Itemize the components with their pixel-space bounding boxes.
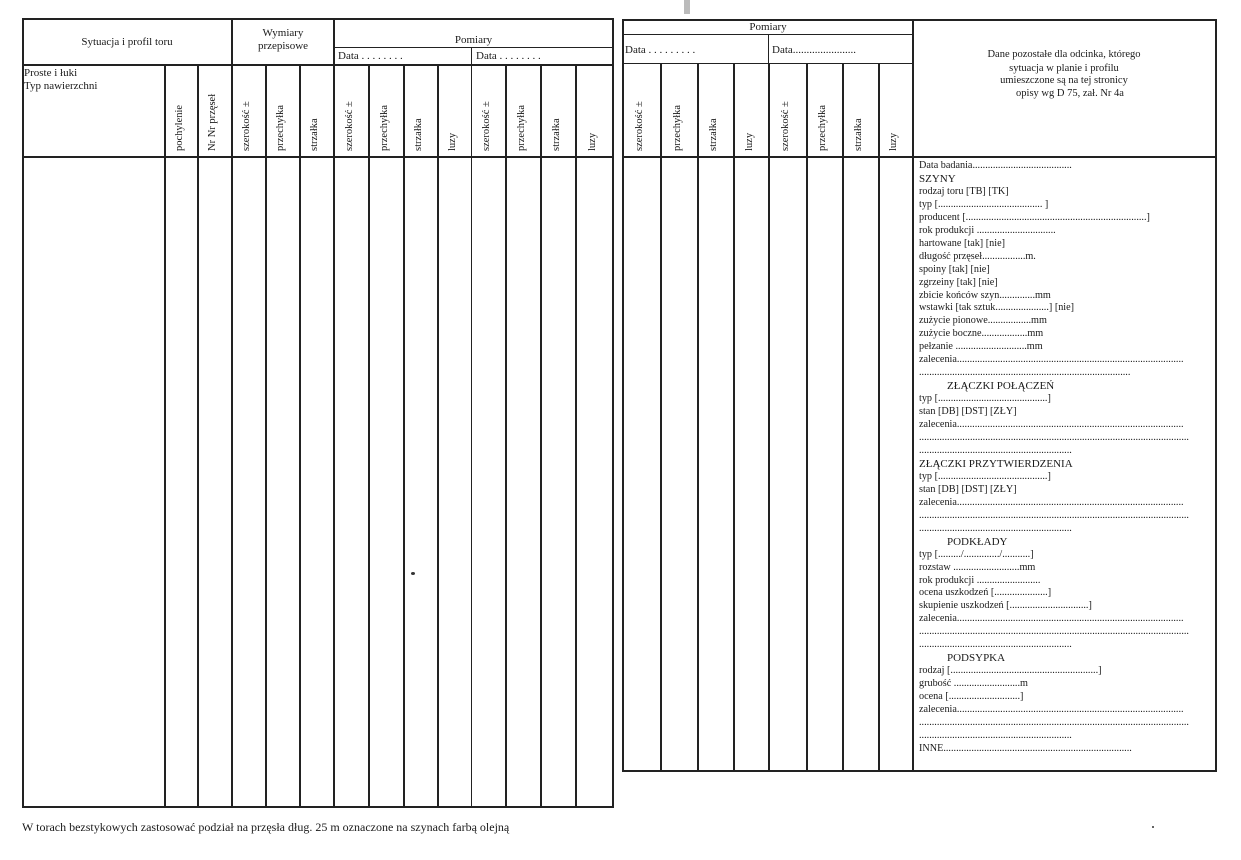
date-field-2[interactable]: Data . . . . . . . .: [476, 50, 541, 62]
column-divider: [265, 64, 267, 808]
info-line-4: opisy wg D 75, zał. Nr 4a: [1016, 88, 1124, 99]
form-field-line[interactable]: skupienie uszkodzeń [...............................]: [919, 600, 1092, 612]
form-field-line[interactable]: zgrzeiny [tak] [nie]: [919, 276, 998, 288]
table-border: [22, 18, 24, 808]
scan-artifact: [684, 0, 690, 14]
column-divider: [164, 64, 166, 808]
header-dims-line2: przepisowe: [257, 40, 309, 52]
column-divider: [912, 19, 914, 772]
form-field-line[interactable]: ...................................................................................: [919, 367, 1131, 379]
section-heading: SZYNY: [919, 172, 956, 185]
form-field-line[interactable]: zużycie boczne..................mm: [919, 328, 1044, 340]
header-measurements: Pomiary: [749, 21, 787, 33]
form-field-line[interactable]: rok produkcji ...............................: [919, 224, 1056, 236]
column-header: przechyłka: [378, 104, 390, 151]
scan-speck: [411, 572, 415, 575]
form-field-line[interactable]: zbicie końców szyn..............mm: [919, 289, 1051, 301]
form-field-line[interactable]: zalecenia.........................................................................................: [919, 704, 1184, 716]
form-field-line[interactable]: ..........................................................................................................: [919, 716, 1189, 728]
column-divider: [878, 63, 880, 772]
straights-label: Proste i łuki: [24, 67, 78, 79]
form-field-line[interactable]: ............................................................: [919, 444, 1072, 456]
column-header: przechyłka: [671, 104, 683, 151]
form-field-line[interactable]: stan [DB] [DST] [ZŁY]: [919, 483, 1017, 495]
info-line-1: Dane pozostałe dla odcinka, którego: [987, 49, 1141, 60]
column-divider: [505, 64, 507, 808]
column-header: szerokość ±: [634, 101, 645, 151]
date-field-2[interactable]: Data.......................: [772, 44, 857, 56]
form-field-line[interactable]: Data badania.......................................: [919, 160, 1072, 171]
column-divider: [697, 63, 699, 772]
column-header: pochylenie: [173, 104, 185, 151]
column-header: szerokość ±: [780, 101, 791, 151]
table-border: [612, 18, 614, 808]
form-field-line[interactable]: hartowane [tak] [nie]: [919, 237, 1005, 249]
column-header: przechyłka: [275, 104, 286, 151]
column-header: luzy: [743, 132, 755, 151]
form-field-line[interactable]: zalecenia.........................................................................................: [919, 613, 1184, 625]
column-header: szerokość ±: [241, 101, 252, 151]
form-field-line[interactable]: grubość ..........................m: [919, 678, 1028, 690]
column-divider: [333, 18, 335, 808]
date-field-1[interactable]: Data . . . . . . . .: [338, 50, 403, 62]
column-divider: [299, 64, 301, 808]
form-field-line[interactable]: ............................................................: [919, 639, 1072, 651]
column-divider: [733, 63, 735, 772]
table-border: [1215, 19, 1217, 772]
header-divider: [622, 156, 1217, 158]
table-border: [622, 19, 624, 772]
form-field-line[interactable]: zalecenia.........................................................................................: [919, 496, 1184, 508]
form-field-line[interactable]: zalecenia.........................................................................................: [919, 354, 1184, 366]
details-form: [919, 160, 1214, 756]
surface-type-label: Typ nawierzchni: [24, 80, 98, 92]
form-field-line[interactable]: typ [........./............../...........]: [919, 548, 1034, 560]
form-field-line[interactable]: rozstaw ..........................mm: [919, 561, 1036, 573]
header-situation: Sytuacja i profil toru: [81, 36, 173, 48]
column-divider: [197, 64, 199, 808]
column-divider: [768, 63, 770, 772]
column-header: strzałka: [550, 118, 562, 151]
column-header: szerokość ±: [343, 101, 355, 151]
scan-speck: [1152, 826, 1154, 828]
column-divider: [403, 64, 405, 808]
form-field-line[interactable]: ocena uszkodzeń [.....................]: [919, 587, 1052, 599]
info-line-3: umieszczone są na tej stronicy: [1000, 75, 1128, 86]
form-field-line[interactable]: ............................................................: [919, 729, 1072, 741]
form-field-line[interactable]: zużycie pionowe.................mm: [919, 315, 1047, 327]
column-header: przechyłka: [515, 104, 527, 151]
column-divider: [471, 47, 472, 808]
table-border: [622, 770, 1217, 772]
section-heading: ZŁĄCZKI PRZYTWIERDZENIA: [919, 457, 1073, 470]
form-field-line[interactable]: spoiny [tak] [nie]: [919, 263, 990, 275]
form-field-line[interactable]: pełzanie ............................mm: [919, 341, 1043, 353]
section-heading: PODSYPKA: [947, 652, 1006, 665]
header-measurements: Pomiary: [454, 34, 493, 46]
column-divider: [660, 63, 662, 772]
table-border: [22, 806, 614, 808]
column-header: strzałka: [708, 118, 719, 151]
column-divider: [842, 63, 844, 772]
form-field-line[interactable]: ............................................................: [919, 522, 1072, 534]
date-field-1[interactable]: Data . . . . . . . . .: [625, 44, 696, 56]
column-divider: [368, 64, 370, 808]
column-header: szerokość ±: [481, 101, 492, 151]
column-header: luzy: [888, 132, 899, 151]
column-divider: [437, 64, 439, 808]
column-divider: [806, 63, 808, 772]
form-field-line[interactable]: rodzaj toru [TB] [TK]: [919, 185, 1009, 197]
column-header: luzy: [447, 132, 458, 151]
column-divider: [231, 18, 233, 808]
form-field-line[interactable]: typ [...........................................]: [919, 393, 1051, 405]
section-heading: PODKŁADY: [947, 535, 1008, 548]
form-field-line[interactable]: rok produkcji .........................: [919, 574, 1041, 586]
column-divider: [575, 64, 577, 808]
form-field-line[interactable]: wstawki [tak sztuk.....................] [nie]: [919, 302, 1075, 314]
header-dims-line1: Wymiary: [262, 27, 304, 39]
form-field-line[interactable]: ..........................................................................................................: [919, 432, 1189, 444]
form-field-line[interactable]: producent [.......................................................................]: [919, 211, 1150, 223]
column-divider: [540, 64, 542, 808]
form-field-line[interactable]: długość przęseł.................m.: [919, 250, 1036, 262]
info-line-2: sytuacja w planie i profilu: [1009, 63, 1119, 74]
table-border: [22, 18, 614, 20]
form-field-line[interactable]: ..........................................................................................................: [919, 509, 1189, 521]
form-field-line[interactable]: typ [......................................... ]: [919, 198, 1049, 210]
form-field-line[interactable]: typ [...........................................]: [919, 470, 1051, 482]
header-divider: [22, 64, 614, 66]
column-divider: [768, 34, 769, 64]
form-field-line[interactable]: zalecenia.........................................................................................: [919, 419, 1184, 431]
header-divider: [334, 47, 614, 48]
footer-note: W torach bezstykowych zastosować podział na przęsła dług. 25 m oznaczone na szynach farbą olejną: [22, 820, 510, 834]
column-header: strzałka: [413, 118, 424, 151]
column-header: Nr Nr przęseł: [207, 93, 218, 151]
header-divider: [22, 156, 614, 158]
section-heading: ZŁĄCZKI POŁĄCZEŃ: [947, 380, 1055, 393]
column-header: strzałka: [309, 118, 320, 151]
form-field-line[interactable]: rodzaj [..........................................................]: [919, 665, 1102, 677]
form-field-line[interactable]: stan [DB] [DST] [ZŁY]: [919, 406, 1017, 418]
column-header: luzy: [586, 132, 598, 151]
column-header: przechyłka: [817, 104, 828, 151]
form-field-line[interactable]: ocena [............................]: [919, 691, 1024, 703]
column-header: strzałka: [853, 118, 864, 151]
form-field-line[interactable]: INNE..........................................................................: [919, 742, 1132, 754]
form-field-line[interactable]: ..........................................................................................................: [919, 626, 1189, 638]
